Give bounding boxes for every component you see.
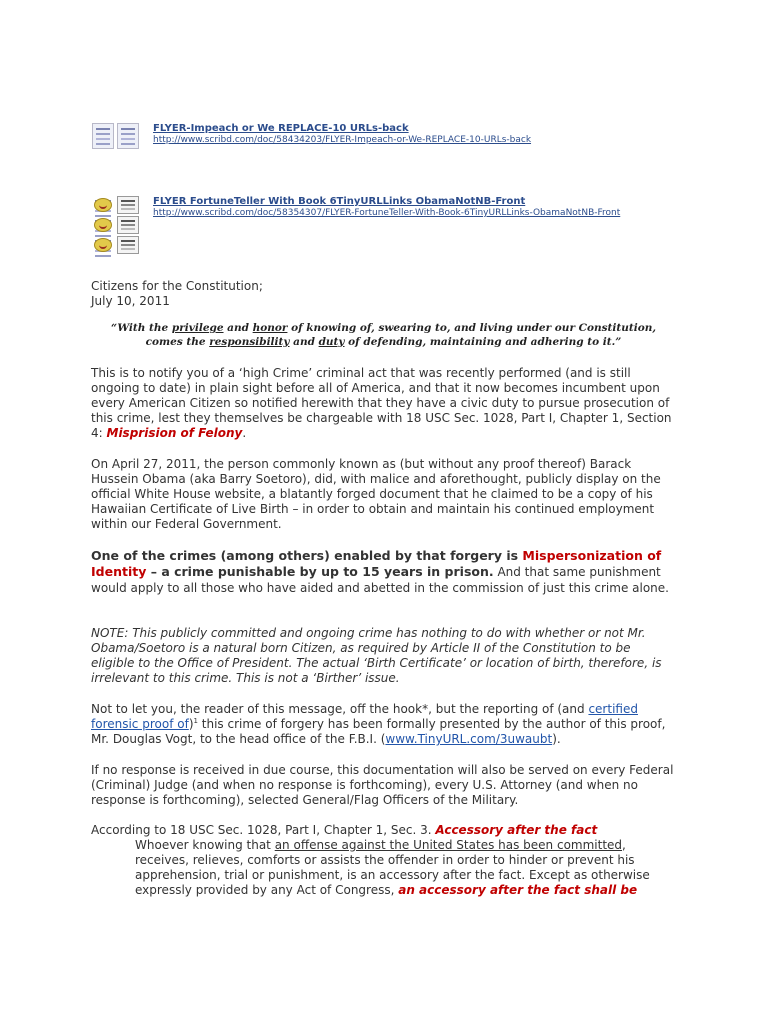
- flyer-item-1[interactable]: [92, 123, 532, 149]
- statute-text: Whoever knowing that an offense against the United States has been committed, receives, relieves, comforts or assists the offender in order to hinder or prevent his apprehension, trial or punishment, is an accessory after the fact. Except as otherwise expressly provided by any Act of Congress, an accessory after the fact shall be: [135, 838, 650, 897]
- smiley-face-icon: [92, 196, 114, 214]
- note-paragraph: NOTE: This publicly committed and ongoing crime has nothing to do with whether or not Mr. Obama/Soetoro is a natural born Citizen, as required by Article II of the Constitution to be eligible to the Office of President. The actual ‘Birth Certificate’ or location of birth, therefore, is irrelevant to this crime. This is not a ‘Birther’ issue.: [91, 626, 662, 685]
- paragraph-notification: This is to notify you of a ‘high Crime’ criminal act that was recently performed (and is still ongoing to date) in plain sight before all of America, and that it now becomes incumbent upon every American Citizen so notified herewith that they have a civic duty to pursue prosecution of this crime, lest they themselves be chargeable with 18 USC Sec. 1028, Part I, Chapter 1, Section 4: Misprision of Felony.: [91, 366, 672, 440]
- paragraph-forgery: On April 27, 2011, the person commonly known as (but without any proof thereof) Barack Hussein Obama (aka Barry Soetoro), did, with malice and aforethought, publicly display on the official White House website, a blatantly forged document that he claimed to be a copy of his Hawaiian Certificate of Live Birth – in order to obtain and maintain his continued employment within our Federal Government.: [91, 457, 661, 531]
- letter-date: July 10, 2011: [91, 294, 170, 308]
- quote-line-2: comes the responsibility and duty of defending, maintaining and adhering to it.”: [145, 336, 622, 348]
- flyer-link-block: [153, 196, 673, 219]
- flyer-item-2[interactable]: [92, 196, 621, 254]
- flyer-thumbnails: [92, 123, 146, 149]
- organization-name: Citizens for the Constitution;: [91, 279, 263, 293]
- accessory-after-fact-text: Accessory after the fact: [435, 823, 598, 837]
- paragraph-service: If no response is received in due course, this documentation will also be served on every Federal (Criminal) Judge (and when no response is forthcoming), every U.S. Attorney (and when no response is forthcoming), selected General/Flag Officers of the Military.: [91, 763, 674, 807]
- paragraph-crimes: One of the crimes (among others) enabled by that forgery is Mispersonization of Identity – a crime punishable by up to 15 years in prison. And that same punishment would apply to all those who have aided and abetted in the commission of just this crime alone.: [91, 548, 669, 595]
- tinyurl-link[interactable]: www.TinyURL.com/3uwaubt: [385, 732, 553, 746]
- flyer-title-link[interactable]: FLYER-Impeach or We REPLACE-10 URLs-back: [153, 123, 409, 134]
- flyer-card-thumbnail-icon: [117, 216, 139, 234]
- certified-forensic-proof-link[interactable]: certified forensic proof of: [91, 702, 638, 731]
- quote-line-1: “With the privilege and honor of knowing of, swearing to, and living under our Constitution,: [110, 322, 656, 334]
- letter-heading: [91, 279, 676, 309]
- paragraph-accessory: According to 18 USC Sec. 1028, Part I, Chapter 1, Sec. 3. Accessory after the fact: [91, 823, 598, 837]
- flyer-title-link[interactable]: FLYER FortuneTeller With Book 6TinyURLLinks ObamaNotNB-Front: [153, 196, 526, 207]
- flyer-card-thumbnail-icon: [117, 196, 139, 214]
- flyer-card-thumbnail-icon: [117, 236, 139, 254]
- constitution-quote: [91, 321, 676, 349]
- flyer-page-thumbnail-icon: [92, 123, 114, 149]
- smiley-face-icon: [92, 216, 114, 234]
- mispersonization-text: Mispersonization of Identity: [91, 548, 662, 579]
- accessory-penalty-text: an accessory after the fact shall be: [398, 883, 638, 897]
- smiley-face-icon: [92, 236, 114, 254]
- flyer-thumbnails: [92, 196, 142, 254]
- flyer-url-link[interactable]: http://www.scribd.com/doc/58354307/FLYER-FortuneTeller-With-Book-6TinyURLLinks-ObamaNotNB-Front: [153, 208, 621, 218]
- flyer-link-block: [153, 123, 673, 146]
- flyer-page-thumbnail-icon: [117, 123, 139, 149]
- misprision-of-felony-text: Misprision of Felony: [106, 426, 243, 440]
- paragraph-fbi-report: Not to let you, the reader of this message, off the hook*, but the reporting of (and certified forensic proof of)$^1$ this crime of forgery has been formally presented by the author of this proof, Mr. Douglas Vogt, to the head office of the F.B.I. (www.TinyURL.com/3uwaubt).: [91, 702, 666, 746]
- flyer-url-link[interactable]: http://www.scribd.com/doc/58434203/FLYER-Impeach-or-We-REPLACE-10-URLs-back: [153, 135, 532, 145]
